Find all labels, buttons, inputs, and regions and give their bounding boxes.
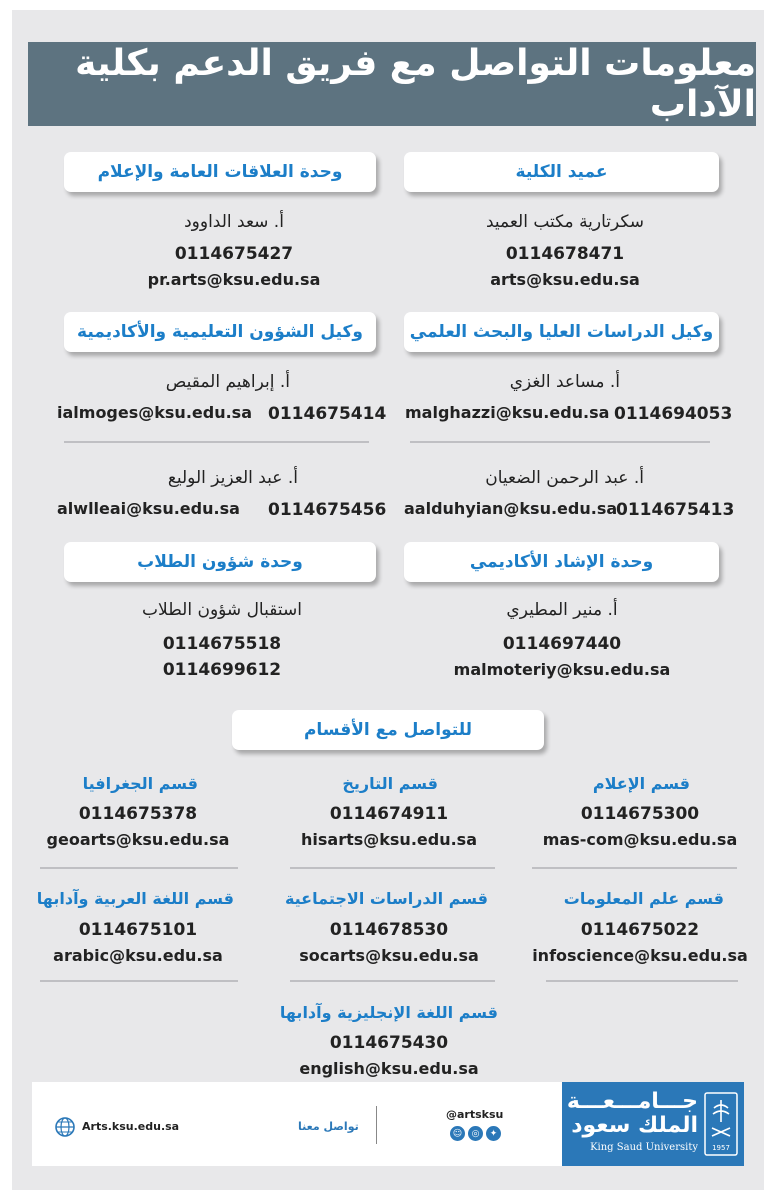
grad-heading: وكيل الدراسات العليا والبحث العلمي <box>404 312 719 352</box>
contact-label: تواصل معنا <box>298 1120 359 1133</box>
divider <box>64 441 369 443</box>
twitter-icon[interactable]: ✦ <box>486 1126 501 1141</box>
dean-phone: 0114678471 <box>505 244 625 264</box>
ksu-logo <box>562 1082 744 1166</box>
divider <box>532 867 737 869</box>
advising-phone: 0114697440 <box>502 634 622 654</box>
dept-history-name: قسم التاريخ <box>342 774 438 793</box>
dept-history-phone: 0114674911 <box>329 804 449 824</box>
pr-phone: 0114675427 <box>174 244 294 264</box>
snapchat-icon[interactable]: ☺ <box>450 1126 465 1141</box>
dept-social-email[interactable]: socarts@ksu.edu.sa <box>299 946 479 965</box>
dept-infoscience-name: قسم علم المعلومات <box>563 889 724 908</box>
dept-media-phone: 0114675300 <box>580 804 700 824</box>
dept-geography-name: قسم الجغرافيا <box>82 774 198 793</box>
acad-person-2-phone: 0114675456 <box>268 500 387 520</box>
acad-heading: وكيل الشؤون التعليمية والأكاديمية <box>64 312 376 352</box>
advising-email[interactable]: malmoteriy@ksu.edu.sa <box>453 660 671 679</box>
dept-arabic-phone: 0114675101 <box>78 920 198 940</box>
dean-heading: عميد الكلية <box>404 152 719 192</box>
acad-person-2-name: أ. عبد العزيز الوليع <box>167 468 298 488</box>
departments-heading: للتواصل مع الأقسام <box>232 710 544 750</box>
grad-person-1-email[interactable]: malghazzi@ksu.edu.sa <box>405 403 610 422</box>
acad-person-1-email[interactable]: ialmoges@ksu.edu.sa <box>57 403 252 422</box>
dept-history-email[interactable]: hisarts@ksu.edu.sa <box>301 830 477 849</box>
divider <box>40 867 238 869</box>
logo-english: King Saud University <box>590 1142 698 1153</box>
dept-arabic-email[interactable]: arabic@ksu.edu.sa <box>53 946 223 965</box>
dept-social-phone: 0114678530 <box>329 920 449 940</box>
divider <box>290 867 495 869</box>
pr-name: أ. سعد الداوود <box>184 212 284 232</box>
dept-arabic-name: قسم اللغة العربية وآدابها <box>36 889 234 908</box>
grad-person-2-email[interactable]: aalduhyian@ksu.edu.sa <box>404 499 618 518</box>
dept-geography-phone: 0114675378 <box>78 804 198 824</box>
pr-heading: وحدة العلاقات العامة والإعلام <box>64 152 376 192</box>
dean-name: سكرتارية مكتب العميد <box>485 212 645 232</box>
dept-geography-email[interactable]: geoarts@ksu.edu.sa <box>46 830 230 849</box>
divider <box>40 980 238 982</box>
instagram-icon[interactable]: ◎ <box>468 1126 483 1141</box>
divider <box>410 441 710 443</box>
dept-social-name: قسم الدراسات الاجتماعية <box>284 889 488 908</box>
grad-person-1-name: أ. مساعد الغزي <box>509 372 620 392</box>
dept-media-email[interactable]: mas-com@ksu.edu.sa <box>542 830 738 849</box>
acad-person-2-email[interactable]: alwlleai@ksu.edu.sa <box>57 499 240 518</box>
advising-name: أ. منير المطيري <box>506 600 618 620</box>
students-phone-1: 0114675518 <box>162 634 282 654</box>
poster <box>12 10 764 1190</box>
acad-person-1-phone: 0114675414 <box>268 404 387 424</box>
dept-english-email[interactable]: english@ksu.edu.sa <box>299 1059 479 1078</box>
social-handle[interactable]: @artsksu <box>446 1108 504 1121</box>
website-link[interactable]: Arts.ksu.edu.sa <box>82 1120 180 1133</box>
grad-person-2-phone: 0114675413 <box>616 500 735 520</box>
grad-person-2-name: أ. عبد الرحمن الضعيان <box>485 468 644 488</box>
dept-infoscience-phone: 0114675022 <box>580 920 700 940</box>
acad-person-1-name: أ. إبراهيم المقيص <box>165 372 290 392</box>
logo-arabic-line-2: الملك سعود <box>571 1113 698 1138</box>
advising-heading: وحدة الإشاد الأكاديمي <box>404 542 719 582</box>
logo-arabic-line-1: جـــامـــعـــة <box>566 1089 698 1114</box>
dept-media-name: قسم الإعلام <box>592 774 690 793</box>
students-name: استقبال شؤون الطلاب <box>142 600 302 620</box>
divider <box>376 1106 377 1144</box>
footer <box>32 1082 744 1166</box>
pr-email[interactable]: pr.arts@ksu.edu.sa <box>147 270 321 289</box>
students-phone-2: 0114699612 <box>162 660 282 680</box>
dept-english-name: قسم اللغة الإنجليزية وآدابها <box>279 1003 498 1022</box>
divider <box>546 980 738 982</box>
globe-icon <box>54 1116 76 1138</box>
dept-english-phone: 0114675430 <box>329 1033 449 1053</box>
page-title: معلومات التواصل مع فريق الدعم بكلية الآداب <box>28 42 756 126</box>
logo-year: 1957 <box>712 1144 730 1152</box>
grad-person-1-phone: 0114694053 <box>614 404 733 424</box>
students-heading: وحدة شؤون الطلاب <box>64 542 376 582</box>
divider <box>290 980 495 982</box>
university-emblem-icon <box>704 1092 738 1156</box>
dept-infoscience-email[interactable]: infoscience@ksu.edu.sa <box>532 946 748 965</box>
dean-email[interactable]: arts@ksu.edu.sa <box>490 270 640 289</box>
